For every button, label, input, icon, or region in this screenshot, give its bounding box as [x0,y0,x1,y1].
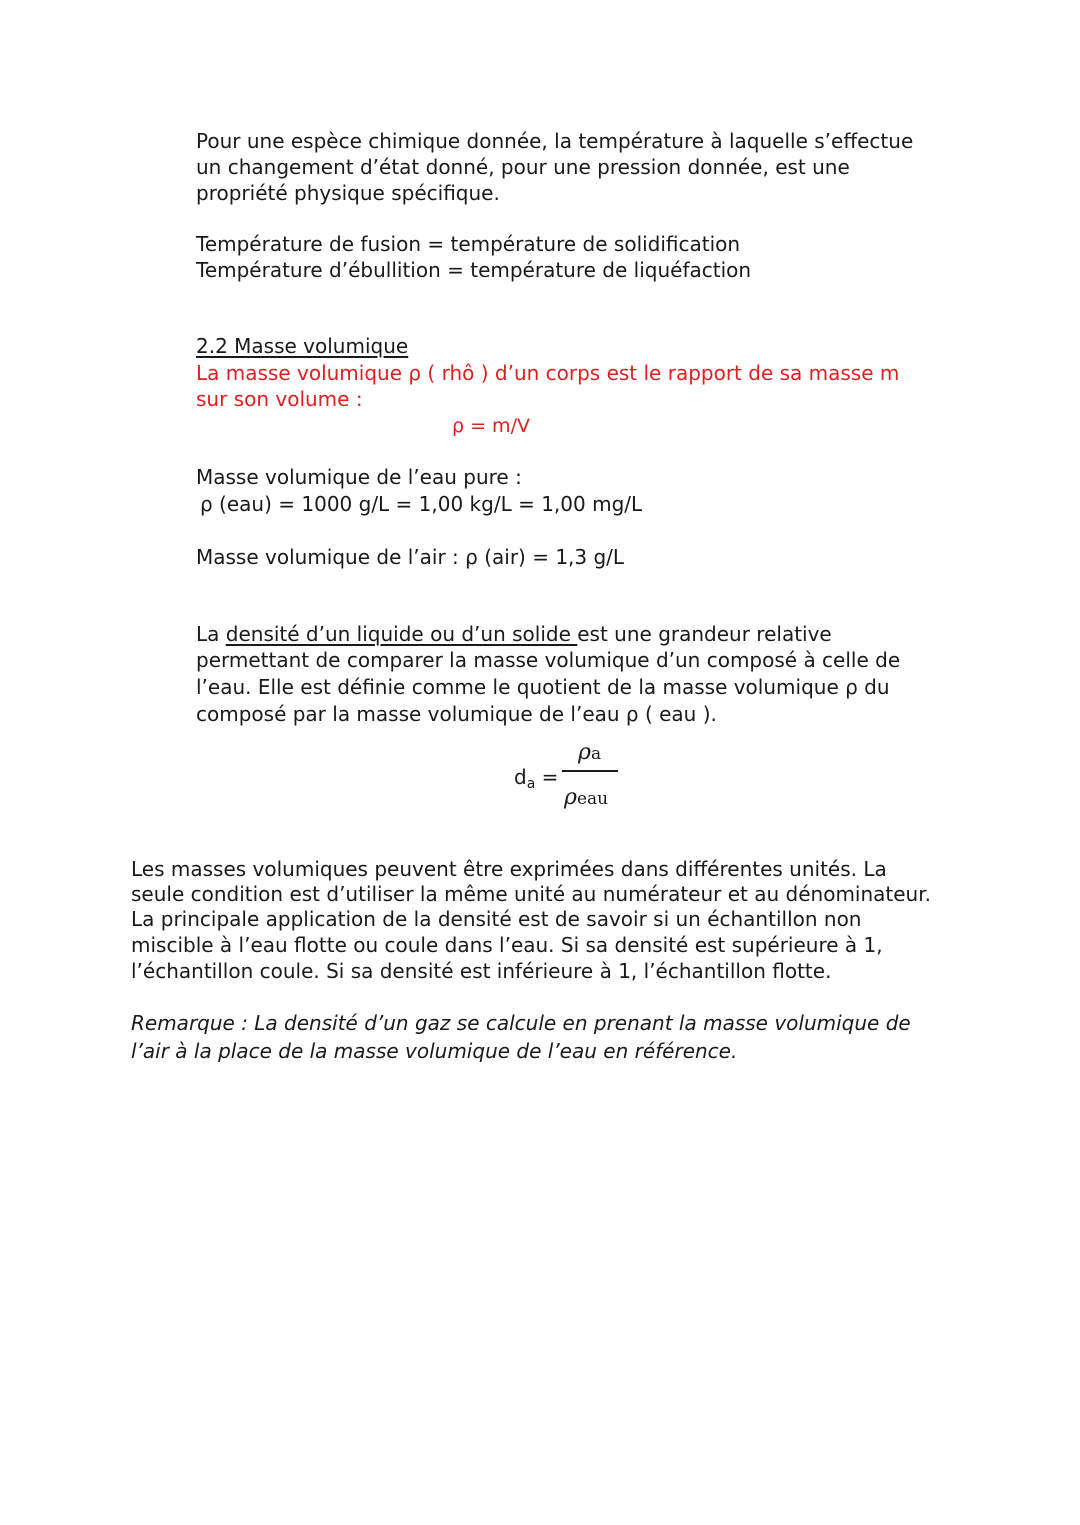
denominator-sub: eau [576,789,609,809]
section-heading: 2.2 Masse volumique [196,334,409,358]
denominator-rho: ρ [564,785,577,810]
paragraph-line: un changement d’état donné, pour une pression donnée, est une [196,155,850,179]
numerator-rho: ρ [578,740,591,765]
fraction-bar [562,770,618,772]
paragraph-line: l’eau. Elle est définie comme le quotient de la masse volumique ρ du [196,675,890,699]
formula-equals: = [541,765,559,789]
paragraph-line: Les masses volumiques peuvent être exprimées dans différentes unités. La [131,857,887,881]
paragraph-line: l’échantillon coule. Si sa densité est inférieure à 1, l’échantillon flotte. [131,959,832,983]
paragraph-line: Température d’ébullition = température de liquéfaction [196,258,752,282]
formula-lhs [514,764,558,797]
formula-numerator [578,740,601,767]
density-intro-suffix: est une grandeur relative [577,622,832,646]
density-intro-prefix: La [196,622,226,646]
formula-d-sub: a [526,776,536,792]
paragraph-line: permettant de comparer la masse volumique d’un composé à celle de [196,648,901,672]
numerator-sub: a [590,744,602,764]
air-value: Masse volumique de l’air : ρ (air) = 1,3 g/L [196,545,625,569]
water-value: ρ (eau) = 1000 g/L = 1,00 kg/L = 1,00 mg/L [200,492,643,516]
formula-denominator [564,785,608,812]
water-label: Masse volumique de l’eau pure : [196,465,522,489]
paragraph-line: composé par la masse volumique de l’eau ρ ( eau ). [196,702,717,726]
paragraph-line: miscible à l’eau flotte ou coule dans l’eau. Si sa densité est supérieure à 1, [131,933,883,957]
remark-line: Remarque : La densité d’un gaz se calcule en prenant la masse volumique de [131,1011,911,1035]
definition-line: La masse volumique ρ ( rhô ) d’un corps est le rapport de sa masse m [196,361,900,385]
formula-d: d [514,765,527,789]
definition-line: sur son volume : [196,387,363,411]
paragraph-line: propriété physique spécifique. [196,181,500,205]
paragraph-line: seule condition est d’utiliser la même unité au numérateur et au dénominateur. [131,882,931,906]
density-intro [196,621,832,647]
paragraph-line: Pour une espèce chimique donnée, la température à laquelle s’effectue [196,129,914,153]
paragraph-line: La principale application de la densité est de savoir si un échantillon non [131,907,862,931]
paragraph-line: Température de fusion = température de solidification [196,232,741,256]
density-term: densité d’un liquide ou d’un solide [225,622,578,646]
formula-rho: ρ = m/V [452,415,530,437]
remark-line: l’air à la place de la masse volumique de l’eau en référence. [131,1039,738,1063]
